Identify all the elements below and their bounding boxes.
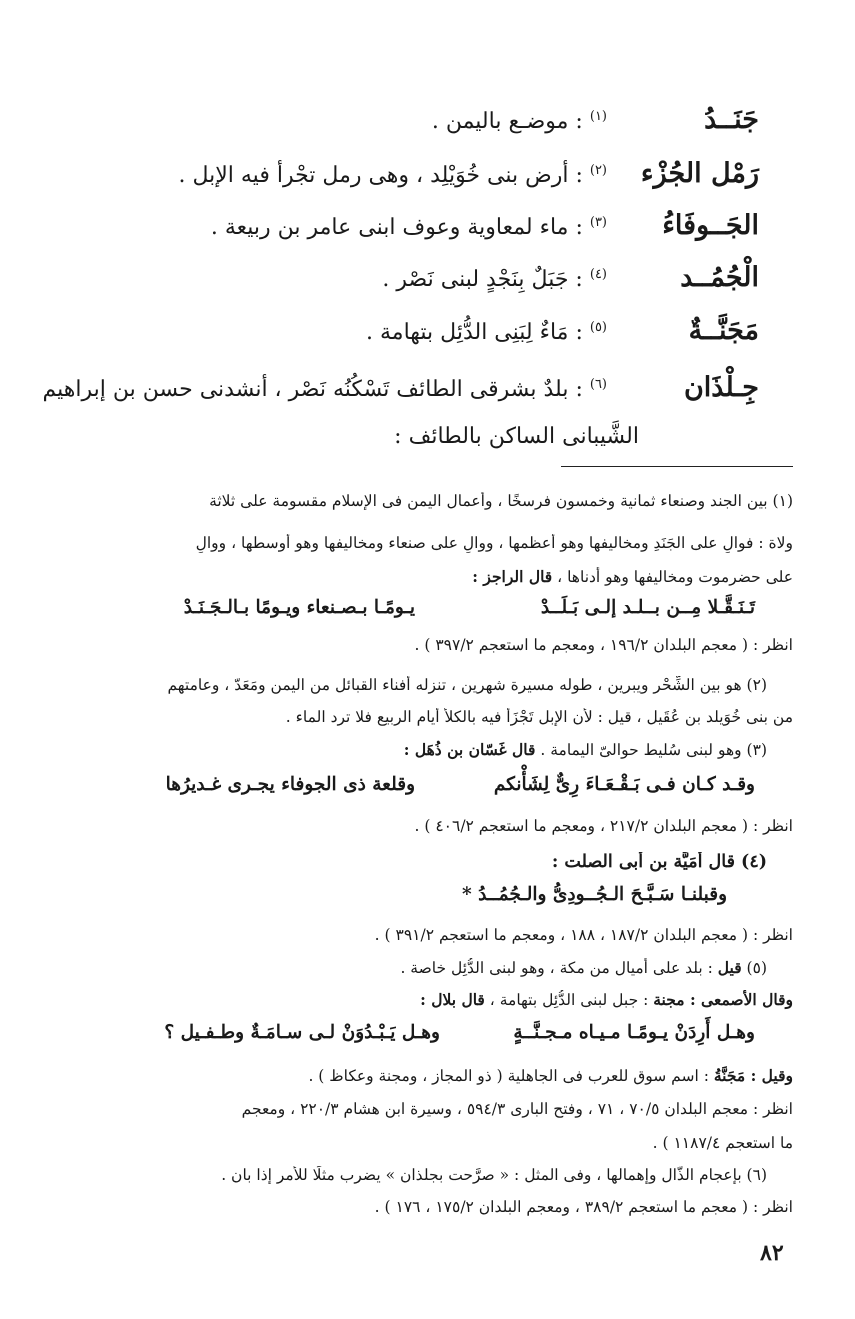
verse-hemistich-2: وهـل يَـبْـدُوَنْ لـى سـامَـةٌ وطـفـيل ؟ xyxy=(164,1022,440,1043)
footnote-ref: (٤) xyxy=(589,266,607,282)
page-number: ٨٢ xyxy=(760,1240,784,1266)
entry-definition: : جَبَلٌ بِنَجْدٍ لبنى نَصْر . xyxy=(382,267,583,292)
footnote-4-reference: انظر : ( معجم البلدان ١٨٧/٢ ، ١٨٨ ، ومعجم ما استعجم ٣٩١/٢ ) . xyxy=(374,926,793,944)
verse-hemistich-1: وهـل أَرِدَنْ يـومًـا مـيـاه مـجـنَّــةٍ xyxy=(513,1022,755,1043)
footnote-5-line-2 xyxy=(63,990,793,1010)
entry-head: الْجُمُــد xyxy=(680,262,759,293)
footnote-5-reference-2: ما استعجم ١١٨٧/٤ ) . xyxy=(652,1134,793,1152)
entry-definition: : بلدٌ بشرقى الطائف تَسْكُنُه نَصْر ، أنشدنى حسن بن إبراهيم xyxy=(42,377,583,402)
entry-definition: : أرض بنى خُوَيْلِد ، وهى رمل تجْرأ فيه الإبل . xyxy=(178,163,583,188)
entry-head: رَمْل الجُزْء xyxy=(640,158,759,189)
poet-attribution: قال بلال : xyxy=(420,990,485,1009)
footnote-keyword: وقيل : مَجَنَّةُ xyxy=(713,1066,793,1085)
entry-raml-aljuz xyxy=(79,158,759,190)
entry-definition: : ماء لمعاوية وعوف ابنى عامر بن ربيعة . xyxy=(210,215,583,240)
verse-hemistich-2: وقلعة ذى الجوفاء يجـرى غـديرُها xyxy=(165,774,415,795)
footnote-6-reference: انظر : ( معجم ما استعجم ٣٨٩/٢ ، ومعجم البلدان ١٧٥/٢ ، ١٧٦ ) . xyxy=(374,1198,793,1216)
footnote-text: (٥) xyxy=(741,959,767,977)
footnote-1-line-2: ولاة : فوالٍ على الجَنَدِ ومخاليفها وهو أعظمها ، ووالٍ على صنعاء ومخاليفها وهو أوسطها ، ووالٍ xyxy=(195,534,793,552)
verse-hemistich-1: تَـنَـقَّـلا مِــن بــلـد إلـى بَـلَــدْ xyxy=(540,597,755,618)
footnote-3-reference: انظر : ( معجم البلدان ٢١٧/٢ ، ومعجم ما استعجم ٤٠٦/٢ ) . xyxy=(414,817,793,835)
footnote-2-line-2: من بنى خُوَيلد بن عُقَيل ، قيل : لأن الإبل تَجْزَأُ فيه بالكلأ أيام الربيع فلا ترد الماء . xyxy=(285,708,793,726)
entry-head: جَنَــدُ xyxy=(704,104,759,135)
verse-hemistich: وقبلنـا سَـبَّـحَ الـجُــودِىُّ والـجُمُــدُ * xyxy=(462,884,727,905)
footnote-5-line-3 xyxy=(63,1066,793,1086)
verse-hemistich-2: يـومًـا بـصـنعاء ويـومًا بـالـجَـنَـدْ xyxy=(183,597,415,618)
footnote-1-line-3 xyxy=(63,567,793,587)
footnote-separator xyxy=(561,466,793,467)
footnote-text: : اسم سوق للعرب فى الجاهلية ( ذو المجاز ، ومجنة وعكاظ ) . xyxy=(308,1067,714,1085)
footnote-2-line-1: (٢) هو بين الشِّحْر ويبرين ، طوله مسيرة شهرين ، تنزله أفناء القبائل من اليمن ومَعَدّ ، وعامتهم xyxy=(167,676,767,694)
footnote-text: (٣) وهو لبنى سُليط حوالىّ اليمامة . xyxy=(535,741,767,759)
poet-attribution: قال الراجز : xyxy=(472,567,553,586)
entry-continuation: الشَّيبانى الساكن بالطائف : xyxy=(394,424,639,449)
footnote-text: : بلد على أميال من مكة ، وهو لبنى الدُّئِل خاصة . xyxy=(400,959,718,977)
entry-aljawfa xyxy=(79,210,759,242)
entry-definition: : مَاءٌ لِبَنِى الدُّئِل بتهامة . xyxy=(366,320,583,345)
entry-definition: : موضـع باليمن . xyxy=(431,109,583,134)
entry-jildhan xyxy=(42,372,759,404)
footnote-4-line-1: (٤) قال أُمَيَّة بن أبى الصلت : xyxy=(551,852,767,872)
verse-hemistich-1: وقـد كـان فـى بَـقْـعَـاءَ رِىٌّ لِشَأْنكم xyxy=(493,774,755,795)
entry-majanna xyxy=(79,315,759,347)
footnote-keyword: قيل xyxy=(717,958,742,977)
entry-head: جِـلْذَان xyxy=(683,372,759,403)
footnote-3-line-1 xyxy=(62,740,767,760)
footnote-ref: (٣) xyxy=(589,214,607,230)
footnote-ref: (٦) xyxy=(589,376,607,392)
footnote-6-line-1: (٦) بإعجام الذّال وإهمالها ، وفى المثل : « صرَّحت بجلذان » يضرب مثلًا للأمر إذا بان . xyxy=(221,1166,767,1184)
entry-jand xyxy=(79,104,759,136)
poet-attribution: قال غَسّان بن ذُهَل : xyxy=(403,740,536,759)
footnote-ref: (٢) xyxy=(589,162,607,178)
footnote-text: على حضرموت ومخاليفها وهو أدناها ، xyxy=(552,568,793,586)
footnote-ref: (١) xyxy=(589,108,607,124)
entry-head: الجَــوفَاءُ xyxy=(662,210,759,241)
entry-aljumud xyxy=(79,262,759,294)
footnote-5-reference-1: انظر : معجم البلدان ٧٠/٥ ، ٧١ ، وفتح البارى ٥٩٤/٣ ، وسيرة ابن هشام ٢٢٠/٣ ، ومعجم xyxy=(241,1100,793,1118)
footnote-5-line-1 xyxy=(62,958,767,978)
footnote-1-reference: انظر : ( معجم البلدان ١٩٦/٢ ، ومعجم ما استعجم ٣٩٧/٢ ) . xyxy=(414,636,793,654)
entry-head: مَجَنَّــةٌ xyxy=(688,315,759,346)
footnote-text: : جبل لبنى الدُّئِل بتهامة ، xyxy=(484,991,654,1009)
footnote-keyword: وقال الأصمعى : مجنة xyxy=(653,990,793,1009)
footnote-ref: (٥) xyxy=(589,319,607,335)
footnote-1-line-1: (١) بين الجند وصنعاء ثمانية وخمسون فرسخًا ، وأعمال اليمن فى الإسلام مقسومة على ثلاثة xyxy=(209,492,793,510)
